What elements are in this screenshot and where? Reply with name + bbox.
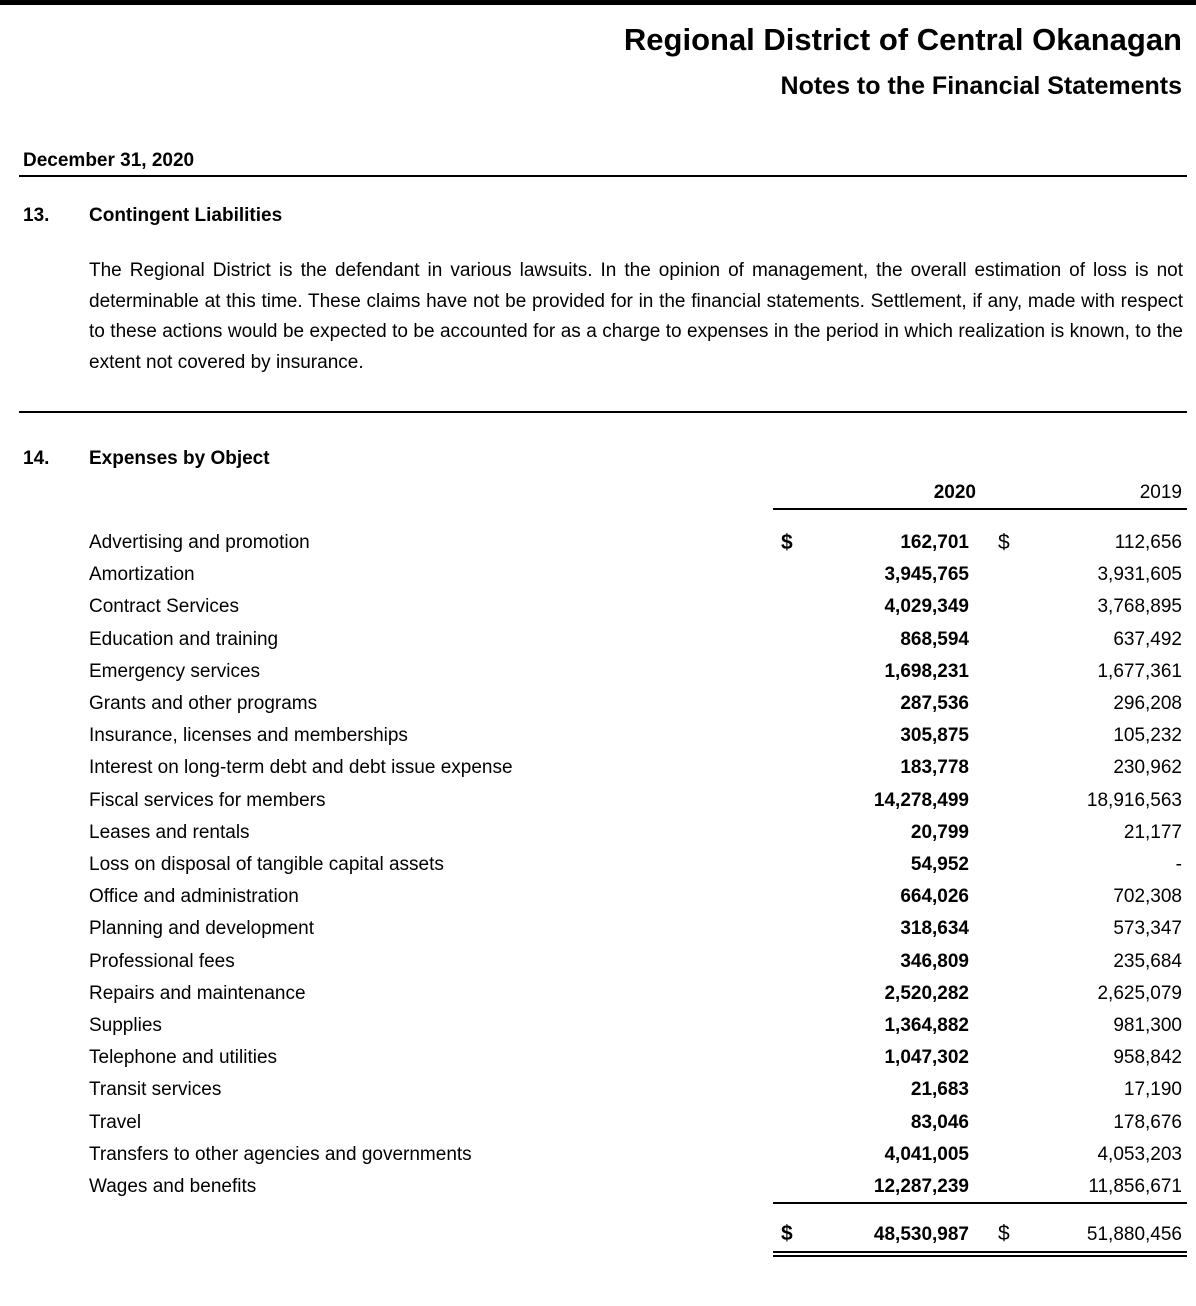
table-row: [0, 918, 1196, 946]
expense-value-2019: 4,053,203: [1097, 1143, 1182, 1165]
expense-value-2020: 14,278,499: [873, 789, 969, 811]
expense-value-2020: 1,364,882: [884, 1015, 969, 1036]
expense-value-2020: 2,520,282: [884, 982, 969, 1004]
expense-value-2019: 296,208: [1113, 693, 1182, 714]
table-row: [0, 854, 1196, 882]
table-row: [0, 725, 1196, 753]
expense-label: Grants and other programs: [89, 693, 318, 714]
expense-label: Fiscal services for members: [89, 789, 326, 811]
expense-value-2020: 3,945,765: [884, 564, 969, 586]
expense-label: Travel: [89, 1111, 142, 1133]
section-divider: [19, 411, 1187, 413]
expense-value-2020: 287,536: [900, 693, 969, 714]
expense-value-2019: 702,308: [1113, 886, 1182, 908]
table-row: [0, 1112, 1196, 1140]
note-14-number: 14.: [23, 448, 50, 469]
expense-label: Interest on long-term debt and debt issue expense: [89, 757, 513, 779]
note-14-title: Expenses by Object: [89, 448, 270, 469]
expense-value-2020: 664,026: [900, 886, 969, 908]
table-row: [0, 1015, 1196, 1043]
expense-value-2019: 3,931,605: [1097, 564, 1182, 586]
note-13-title: Contingent Liabilities: [89, 205, 283, 226]
expense-value-2020: 4,029,349: [884, 596, 969, 618]
expense-label: Insurance, licenses and memberships: [89, 725, 408, 747]
currency-symbol-2020-first: $: [781, 531, 793, 554]
expense-label: Leases and rentals: [89, 821, 250, 843]
expense-value-2019: 105,232: [1113, 725, 1182, 747]
expense-label: Professional fees: [89, 950, 235, 972]
expense-label: Telephone and utilities: [89, 1047, 278, 1069]
total-double-rule-top: [773, 1251, 1187, 1253]
expense-value-2020: 318,634: [900, 918, 969, 940]
expense-value-2020: 21,683: [910, 1079, 969, 1101]
expense-value-2019: 1,677,361: [1097, 660, 1182, 682]
table-row: [0, 596, 1196, 624]
table-row: [0, 757, 1196, 785]
expense-value-2019: 178,676: [1113, 1111, 1182, 1133]
date-rule: [19, 175, 1187, 177]
table-row: [0, 693, 1196, 721]
expense-label: Repairs and maintenance: [89, 982, 306, 1004]
expense-value-2019: 11,856,671: [1088, 1176, 1182, 1197]
expense-value-2020: 868,594: [900, 628, 969, 650]
top-rule: [0, 0, 1196, 5]
column-header-rule: [773, 508, 1187, 510]
table-row: [0, 661, 1196, 689]
expense-value-2019: 235,684: [1113, 950, 1182, 972]
table-row: [0, 629, 1196, 657]
total-2020: 48,530,987: [873, 1224, 969, 1245]
table-row: [0, 1176, 1196, 1204]
expense-value-2020: 4,041,005: [884, 1143, 969, 1165]
expense-value-2020: 162,701: [900, 532, 969, 553]
expense-label: Planning and development: [89, 918, 315, 940]
expense-label: Transfers to other agencies and governments: [89, 1143, 472, 1165]
expense-value-2019: 3,768,895: [1097, 596, 1182, 618]
expense-label: Loss on disposal of tangible capital assets: [89, 854, 444, 875]
table-row: [0, 1047, 1196, 1075]
expense-value-2019: 112,656: [1114, 532, 1182, 553]
table-row: [0, 1144, 1196, 1172]
expense-value-2019: 230,962: [1113, 757, 1182, 779]
expense-value-2020: 1,047,302: [884, 1047, 969, 1069]
expense-value-2019: -: [1175, 854, 1182, 875]
column-header-2020: 2020: [933, 482, 976, 503]
currency-symbol-2020-total: $: [781, 1222, 793, 1245]
table-row: [0, 886, 1196, 914]
currency-symbol-2019-total: $: [998, 1222, 1010, 1245]
table-row: [0, 532, 1196, 560]
expense-value-2019: 573,347: [1113, 918, 1182, 940]
expense-label: Amortization: [89, 564, 195, 586]
organization-title: Regional District of Central Okanagan: [623, 22, 1182, 57]
table-row: [0, 951, 1196, 979]
expense-value-2020: 346,809: [900, 950, 969, 972]
expense-value-2020: 54,952: [910, 854, 969, 875]
expense-value-2020: 20,799: [910, 821, 969, 843]
expense-value-2020: 1,698,231: [884, 660, 969, 682]
expense-value-2019: 21,177: [1123, 821, 1182, 843]
table-row: [0, 983, 1196, 1011]
total-2019: 51,880,456: [1086, 1224, 1182, 1245]
table-row: [0, 564, 1196, 592]
note-13-paragraph: The Regional District is the defendant in various lawsuits. In the opinion of management, the overall estimation of loss is not determinable at this time. These claims have not be provided for in the financial statements. Settlement, if any, made with respect to these actions would be expected to be accounted for as a charge to expenses in the period in which realization is known, to the extent not covered by insurance.: [89, 260, 1183, 373]
expense-value-2020: 305,875: [900, 725, 969, 747]
expense-label: Office and administration: [89, 886, 299, 908]
expense-label: Wages and benefits: [89, 1176, 257, 1197]
table-row: [0, 822, 1196, 850]
expense-value-2020: 183,778: [900, 757, 969, 779]
note-13-number: 13.: [23, 205, 50, 226]
expense-value-2019: 2,625,079: [1097, 982, 1182, 1004]
expense-label: Advertising and promotion: [89, 532, 310, 553]
expense-value-2020: 83,046: [910, 1111, 969, 1133]
total-double-rule-bottom: [773, 1255, 1187, 1257]
expense-label: Contract Services: [89, 596, 239, 618]
expense-value-2020: 12,287,239: [873, 1176, 969, 1197]
expense-value-2019: 637,492: [1113, 628, 1182, 650]
expense-label: Supplies: [89, 1015, 162, 1036]
table-row: [0, 1079, 1196, 1107]
expense-label: Education and training: [89, 628, 279, 650]
statement-date: December 31, 2020: [23, 150, 195, 171]
column-header-2019: 2019: [1139, 482, 1182, 503]
expense-label: Emergency services: [89, 660, 261, 682]
currency-symbol-2019-first: $: [998, 531, 1010, 554]
document-subtitle: Notes to the Financial Statements: [780, 72, 1182, 100]
expense-value-2019: 17,190: [1123, 1079, 1182, 1101]
expense-value-2019: 958,842: [1113, 1047, 1182, 1069]
table-row: [0, 790, 1196, 818]
expense-value-2019: 981,300: [1113, 1015, 1182, 1036]
expense-label: Transit services: [89, 1079, 222, 1101]
subtotal-rule: [773, 1202, 1187, 1204]
expense-value-2019: 18,916,563: [1086, 789, 1182, 811]
